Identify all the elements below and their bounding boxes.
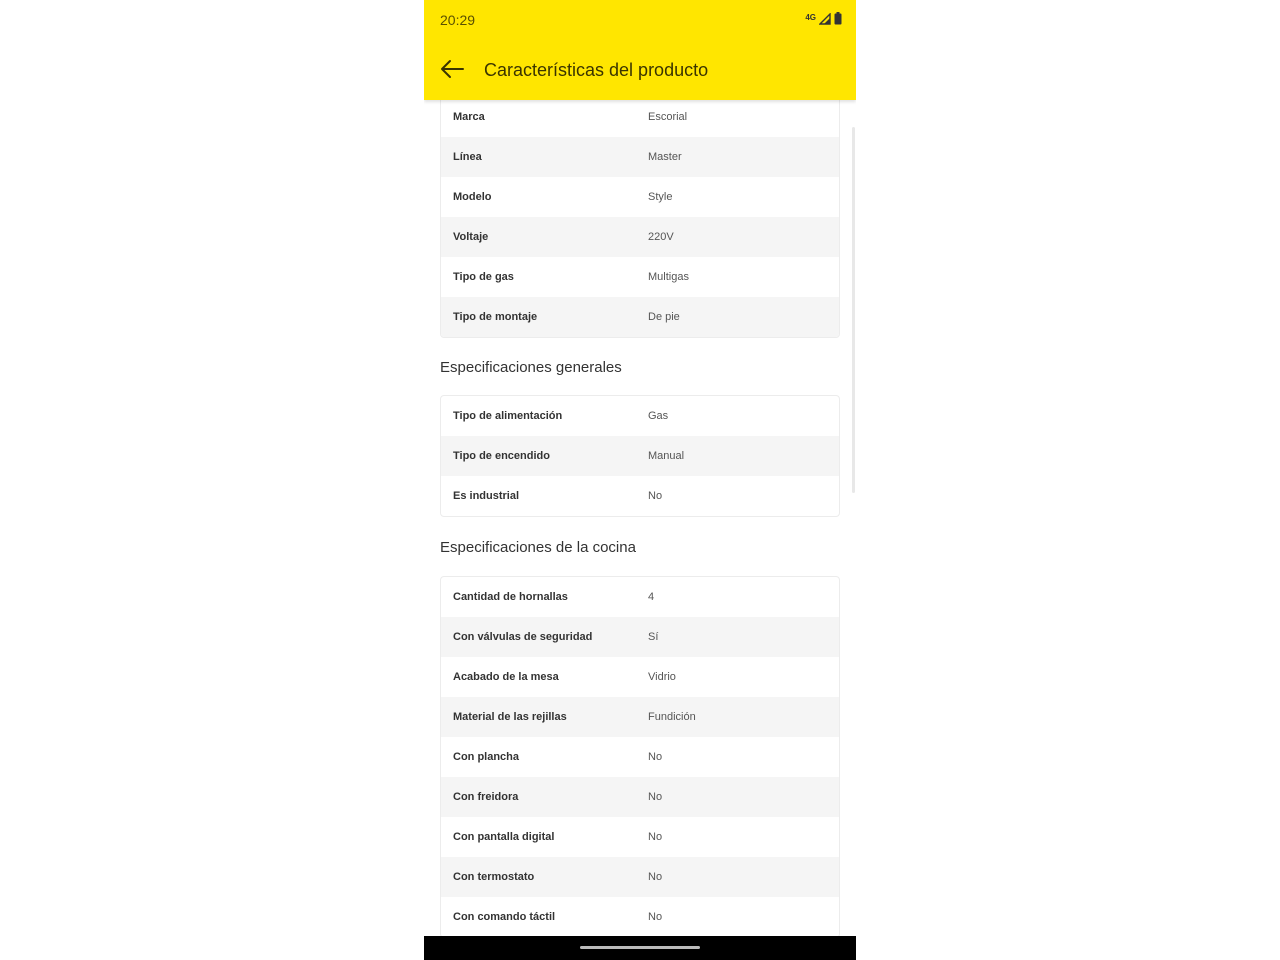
table-row [441,217,839,257]
spec-key: Material de las rejillas [453,711,567,723]
table-row [441,777,839,817]
spec-value: De pie [648,311,680,323]
spec-value: No [648,791,663,803]
spec-value: 220V [648,231,674,243]
spec-value: No [648,751,663,763]
table-row [441,100,839,137]
spec-key: Con plancha [453,751,520,763]
table-row [441,857,839,897]
home-indicator[interactable] [580,946,700,949]
spec-table-general [440,395,840,517]
table-row [441,177,839,217]
spec-key: Tipo de encendido [453,450,550,462]
table-row [441,897,839,936]
phone-screen [424,0,856,960]
table-row [441,737,839,777]
spec-table-cocina [440,576,840,936]
spec-value: No [648,911,663,923]
spec-value: Gas [648,410,669,422]
table-row [441,396,839,436]
spec-value: Style [648,191,673,203]
table-row [441,436,839,476]
arrow-back-icon [440,59,464,84]
spec-key: Voltaje [453,231,489,243]
section-title-cocina: Especificaciones de la cocina [440,539,636,556]
specs-content[interactable] [424,100,856,936]
spec-value: Fundición [648,711,696,723]
spec-key: Con comando táctil [453,911,556,923]
table-row [441,577,839,617]
page-title: Características del producto [484,60,709,80]
table-row [441,657,839,697]
table-row [441,476,839,516]
spec-value: No [648,490,663,502]
spec-value: Master [648,151,682,163]
spec-key: Modelo [453,191,492,203]
spec-key: Tipo de gas [453,271,514,283]
spec-value: 4 [648,591,655,603]
table-row [441,817,839,857]
scrollbar[interactable] [852,127,855,493]
table-row [441,697,839,737]
signal-icon [819,12,831,30]
status-time: 20:29 [440,12,476,28]
spec-key: Marca [453,111,485,123]
spec-table-main [440,100,840,338]
spec-key: Cantidad de hornallas [453,591,568,603]
spec-key: Con freidora [453,791,519,803]
spec-key: Con válvulas de seguridad [453,631,593,643]
system-nav-bar [424,936,856,960]
spec-value: Manual [648,450,685,462]
spec-value: Multigas [648,271,689,283]
table-row [441,137,839,177]
spec-value: Escorial [648,111,688,123]
app-bar [424,0,856,100]
table-row [441,297,839,337]
back-button[interactable] [438,57,466,85]
table-row [441,617,839,657]
spec-value: No [648,831,663,843]
spec-key: Tipo de alimentación [453,410,563,422]
spec-value: Sí [648,631,659,643]
table-row [441,257,839,297]
status-icons [805,12,842,30]
section-title-general: Especificaciones generales [440,359,622,376]
spec-value: No [648,871,663,883]
spec-key: Con pantalla digital [453,831,555,843]
spec-key: Tipo de montaje [453,311,538,323]
battery-icon [834,12,842,30]
network-type: 4G [805,12,816,22]
spec-key: Es industrial [453,490,520,502]
spec-key: Línea [453,151,482,163]
spec-key: Acabado de la mesa [453,671,559,683]
spec-key: Con termostato [453,871,535,883]
spec-value: Vidrio [648,671,676,683]
